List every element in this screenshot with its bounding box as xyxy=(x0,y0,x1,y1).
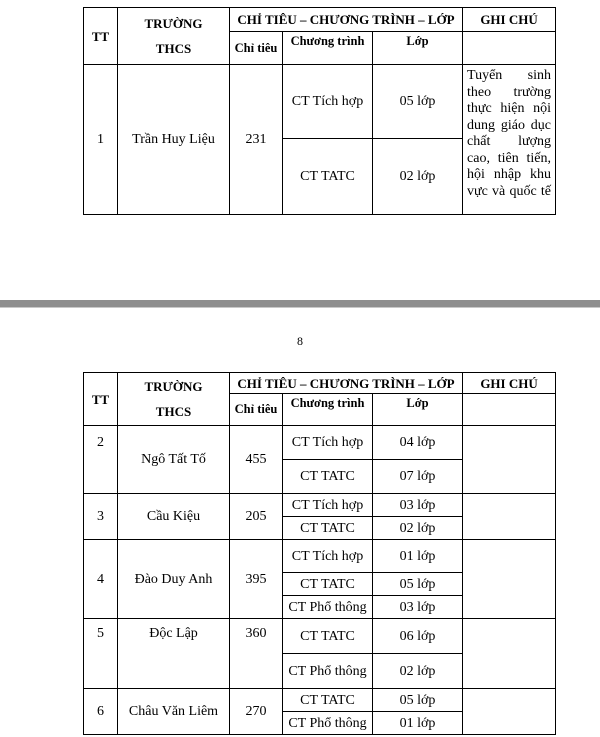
row-classes: 01 lớp xyxy=(373,712,463,735)
row-classes: 06 lớp xyxy=(373,619,463,654)
row-quota: 455 xyxy=(230,426,283,494)
header-note: GHI CHÚ xyxy=(463,8,556,32)
header-quota-group: CHỈ TIÊU – CHƯƠNG TRÌNH – LỚP xyxy=(230,8,463,32)
header-quota-group: CHỈ TIÊU – CHƯƠNG TRÌNH – LỚP xyxy=(230,373,463,394)
row-program: CT Phổ thông xyxy=(283,712,373,735)
row-program: CT TATC xyxy=(283,573,373,596)
row-classes: 03 lớp xyxy=(373,596,463,619)
header-note-blank xyxy=(463,394,556,426)
row-program: CT Tích hợp xyxy=(283,540,373,573)
header-school xyxy=(118,373,230,426)
row-note xyxy=(463,540,556,619)
header-school-line1: TRƯỜNG xyxy=(144,16,203,31)
row-school: Trần Huy Liệu xyxy=(118,65,230,215)
page-number: 8 xyxy=(297,334,303,348)
row-tt: 4 xyxy=(84,540,118,619)
header-note-blank xyxy=(463,32,556,65)
header-quota: Chỉ tiêu xyxy=(230,32,283,65)
row-classes: 05 lớp xyxy=(373,573,463,596)
header-classes: Lớp xyxy=(373,394,463,426)
row-school: Đào Duy Anh xyxy=(118,540,230,619)
row-tt: 1 xyxy=(84,65,118,215)
row-quota: 205 xyxy=(230,494,283,540)
header-program: Chương trình xyxy=(283,32,373,65)
row-classes: 03 lớp xyxy=(373,494,463,517)
row-tt: 3 xyxy=(84,494,118,540)
enrollment-table-page-1 xyxy=(83,7,556,215)
row-program: CT Tích hợp xyxy=(283,426,373,460)
row-note: Tuyển sinh theo trường thực hiện nội dung giáo dục chất lượng cao, tiên tiến, hội nhập khu vực và quốc tế xyxy=(463,65,556,215)
header-tt: TT xyxy=(84,373,118,426)
row-classes: 05 lớp xyxy=(373,65,463,139)
row-program: CT TATC xyxy=(283,619,373,654)
row-school: Độc Lập xyxy=(118,619,230,689)
row-classes: 02 lớp xyxy=(373,139,463,215)
row-program: CT Tích hợp xyxy=(283,65,373,139)
enrollment-table-page-2 xyxy=(83,372,556,735)
row-classes: 02 lớp xyxy=(373,654,463,689)
document-page-1 xyxy=(0,0,600,300)
row-quota: 395 xyxy=(230,540,283,619)
row-classes: 02 lớp xyxy=(373,517,463,540)
header-classes: Lớp xyxy=(373,32,463,65)
row-program: CT TATC xyxy=(283,517,373,540)
row-quota: 231 xyxy=(230,65,283,215)
page-gap xyxy=(0,300,600,307)
header-tt: TT xyxy=(84,8,118,65)
row-note xyxy=(463,619,556,689)
row-classes: 07 lớp xyxy=(373,460,463,494)
row-note xyxy=(463,426,556,494)
row-school: Ngô Tất Tố xyxy=(118,426,230,494)
row-school: Châu Văn Liêm xyxy=(118,689,230,735)
row-tt: 2 xyxy=(84,426,118,494)
row-school: Cầu Kiệu xyxy=(118,494,230,540)
row-classes: 05 lớp xyxy=(373,689,463,712)
row-quota: 270 xyxy=(230,689,283,735)
document-page-2 xyxy=(0,307,600,737)
row-tt: 6 xyxy=(84,689,118,735)
header-quota: Chỉ tiêu xyxy=(230,394,283,426)
row-program: CT TATC xyxy=(283,689,373,712)
row-tt: 5 xyxy=(84,619,118,689)
row-program: CT Tích hợp xyxy=(283,494,373,517)
row-quota: 360 xyxy=(230,619,283,689)
header-school-line2: THCS xyxy=(155,404,192,419)
row-program: CT Phổ thông xyxy=(283,654,373,689)
row-program: CT TATC xyxy=(283,139,373,215)
header-school-line2: THCS xyxy=(155,41,192,56)
row-program: CT TATC xyxy=(283,460,373,494)
header-school xyxy=(118,8,230,65)
row-classes: 01 lớp xyxy=(373,540,463,573)
header-school-line1: TRƯỜNG xyxy=(144,379,203,394)
row-program: CT Phổ thông xyxy=(283,596,373,619)
header-program: Chương trình xyxy=(283,394,373,426)
header-note: GHI CHÚ xyxy=(463,373,556,394)
row-classes: 04 lớp xyxy=(373,426,463,460)
row-note xyxy=(463,494,556,540)
row-note xyxy=(463,689,556,735)
